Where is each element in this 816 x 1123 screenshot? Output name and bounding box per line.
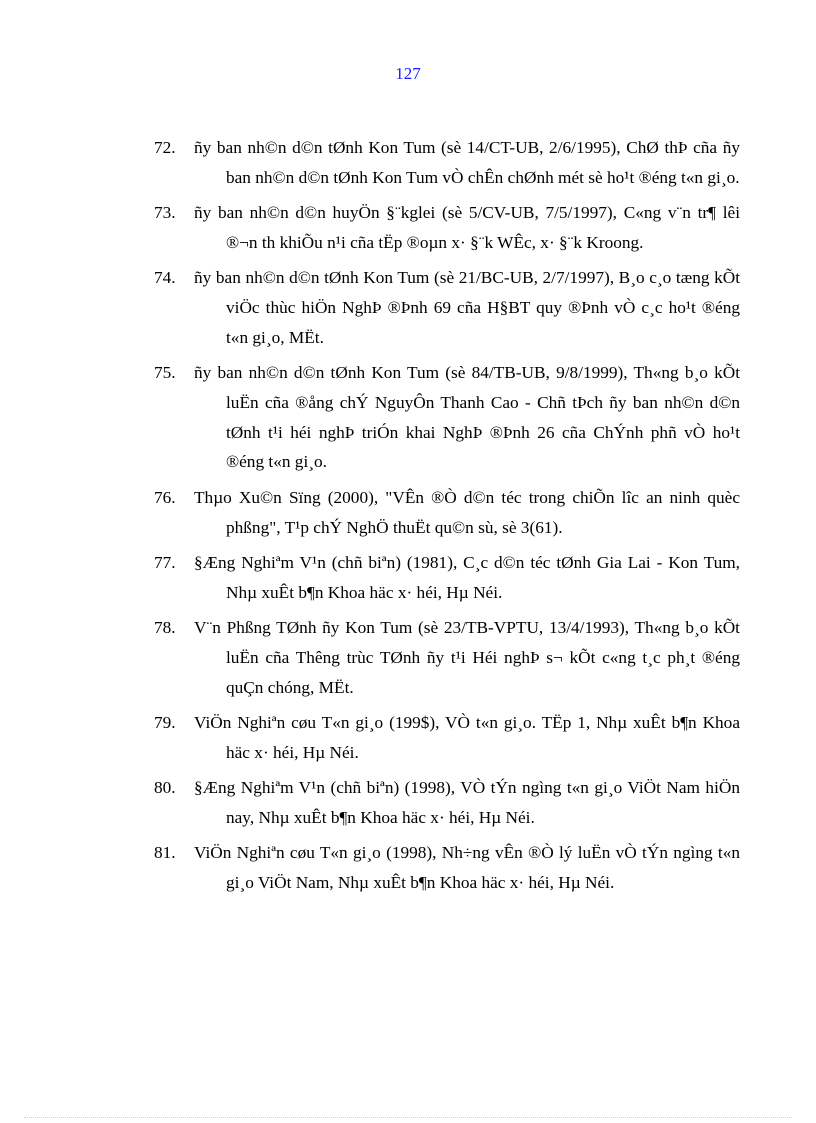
reference-text: Thµo Xu©n Sïng (2000), "VÊn ®Ò d©n téc trong chiÕn lîc an ninh quèc phßng", T¹p chÝ NghÖ thuËt qu©n sù, sè 3(61). (194, 487, 740, 537)
reference-item (154, 613, 740, 702)
reference-text: ñy ban nh©n d©n tØnh Kon Tum (sè 21/BC-UB, 2/7/1997), B¸o c¸o tæng kÕt viÖc thùc hiÖn NghÞ ®Þnh 69 cña H§BT quy ®Þnh vÒ c¸c ho¹t ®éng t«n gi¸o, MËt. (194, 268, 740, 347)
reference-number: 76. (154, 487, 176, 507)
reference-text: ViÖn Nghiªn cøu T«n gi¸o (199$), VÒ t«n gi¸o. TËp 1, Nhµ xuÊt b¶n Khoa häc x· héi, Hµ Néi. (194, 712, 740, 762)
reference-item (154, 198, 740, 258)
reference-item (154, 133, 740, 193)
page-bottom-divider (24, 1117, 792, 1118)
reference-text: §Æng Nghiªm V¹n (chñ biªn) (1981), C¸c d©n téc tØnh Gia Lai - Kon Tum, Nhµ xuÊt b¶n Khoa häc x· héi, Hµ Néi. (194, 552, 740, 602)
reference-number: 79. (154, 712, 176, 732)
reference-number: 72. (154, 138, 176, 157)
reference-number: 80. (154, 777, 176, 797)
reference-number: 77. (154, 552, 176, 572)
reference-number: 78. (154, 617, 176, 637)
reference-text: ñy ban nh©n d©n tØnh Kon Tum (sè 84/TB-UB, 9/8/1999), Th«ng b¸o kÕt luËn cña ®ång chÝ NguyÔn Thanh Cao - Chñ tÞch ñy ban nh©n d©n tØnh t¹i héi nghÞ triÓn khai NghÞ ®Þnh 26 cña ChÝnh phñ vÒ ho¹t ®éng t«n gi¸o. (194, 363, 740, 472)
reference-number: 74. (154, 268, 176, 288)
reference-item (154, 358, 740, 477)
reference-text: V¨n Phßng TØnh ñy Kon Tum (sè 23/TB-VPTU, 13/4/1993), Th«ng b¸o kÕt luËn cña Thêng trùc TØnh ñy t¹i Héi nghÞ s¬ kÕt c«ng t¸c ph¸t ®éng quÇn chóng, MËt. (194, 617, 740, 697)
reference-item (154, 263, 740, 352)
reference-list (154, 133, 740, 903)
reference-text: ñy ban nh©n d©n huyÖn §¨kglei (sè 5/CV-UB, 7/5/1997), C«ng v¨n tr¶ lêi ®¬n th khiÕu n¹i cña tËp ®oµn x· §¨k WÊc, x· §¨k Kroong. (194, 203, 740, 252)
reference-item (154, 548, 740, 608)
reference-item (154, 838, 740, 898)
reference-number: 73. (154, 203, 176, 223)
reference-text: ñy ban nh©n d©n tØnh Kon Tum (sè 14/CT-UB, 2/6/1995), ChØ thÞ cña ñy ban nh©n d©n tØnh Kon Tum vÒ chÊn chØnh mét sè ho¹t ®éng t«n gi¸o. (194, 138, 740, 187)
reference-text: §Æng Nghiªm V¹n (chñ biªn) (1998), VÒ tÝn ngìng t«n gi¸o ViÖt Nam hiÖn nay, Nhµ xuÊt b¶n Khoa häc x· héi, Hµ Néi. (194, 777, 740, 827)
reference-item (154, 773, 740, 833)
reference-item (154, 483, 740, 543)
page-number: 127 (395, 64, 421, 83)
reference-number: 81. (154, 843, 176, 863)
reference-number: 75. (154, 363, 176, 383)
reference-text: ViÖn Nghiªn cøu T«n gi¸o (1998), Nh÷ng vÊn ®Ò lý luËn vÒ tÝn ngìng t«n gi¸o ViÖt Nam, Nhµ xuÊt b¶n Khoa häc x· héi, Hµ Néi. (194, 843, 740, 892)
reference-item (154, 708, 740, 768)
